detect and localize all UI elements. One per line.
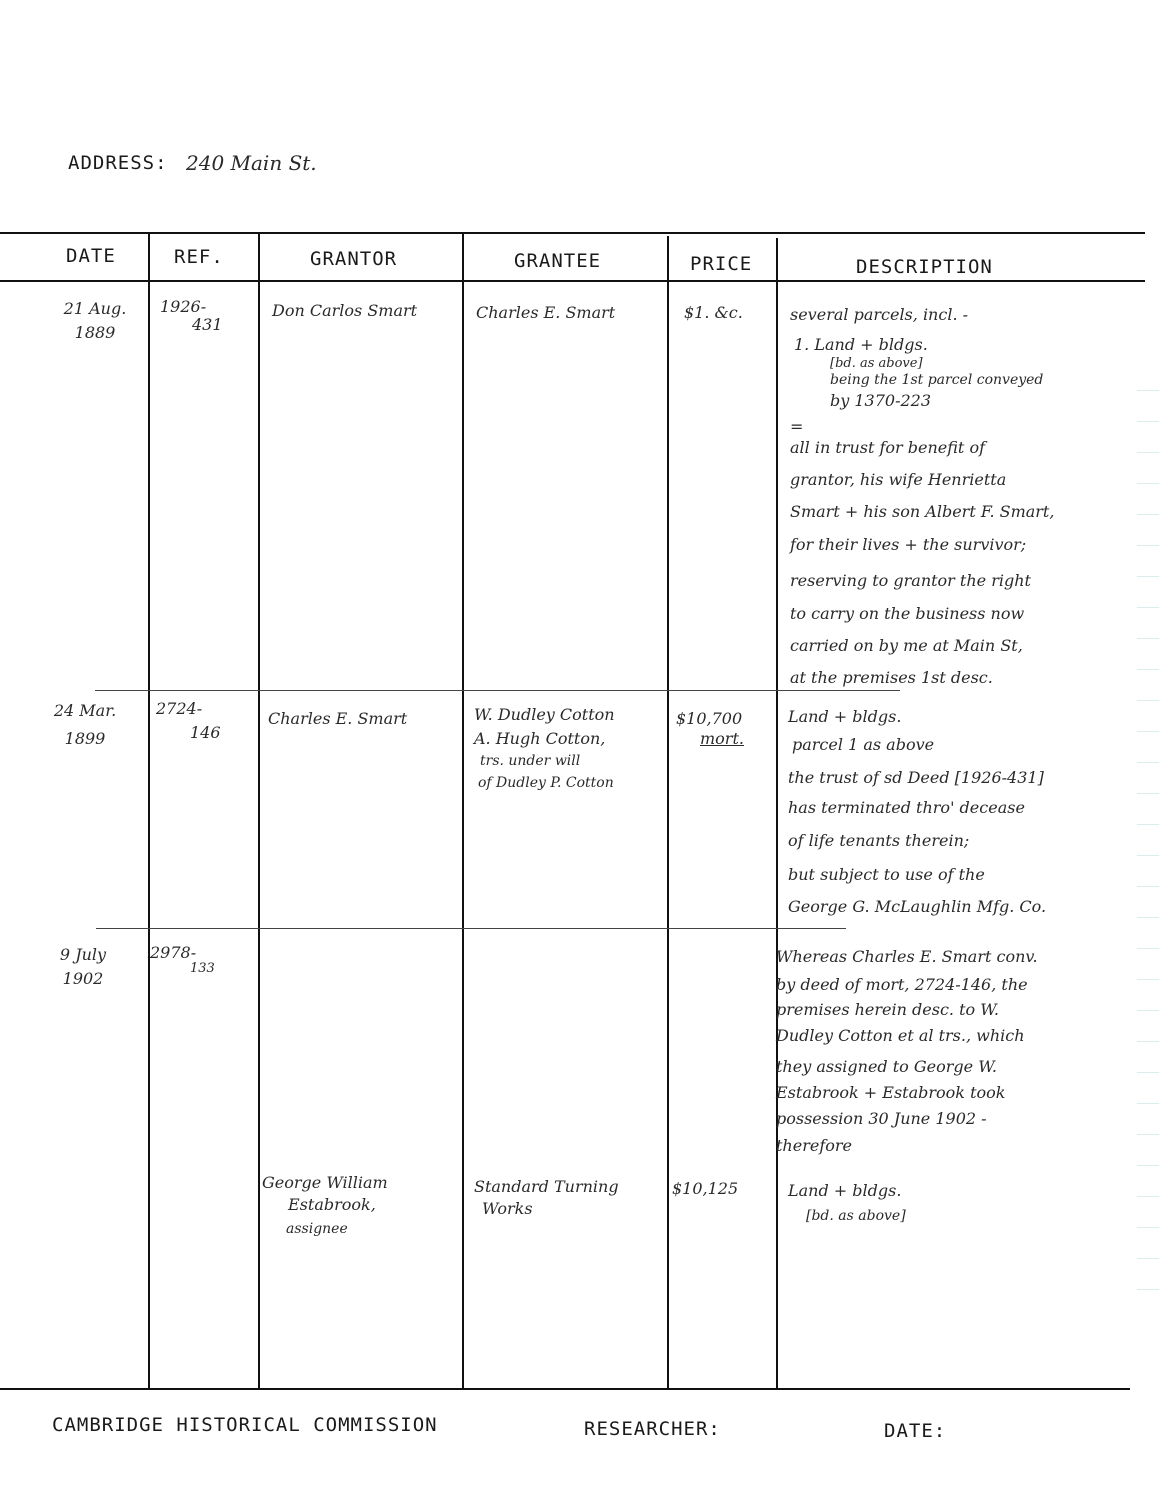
entry-2-desc-line: Land + bldgs. [788,707,902,726]
col-header-price: PRICE [690,253,753,275]
entry-4-grantee-line: Standard Turning [474,1177,619,1196]
footer-org: CAMBRIDGE HISTORICAL COMMISSION [52,1414,438,1436]
entry-3-desc-line: therefore [776,1135,852,1155]
entry-3-ref-book: 2978- [150,943,197,962]
entry-1-description [790,306,1140,688]
entry-1-desc-line: by 1370-223 [830,390,932,410]
entry-4-desc-line: Land + bldgs. [788,1181,902,1200]
entry-2-ref-page: 146 [190,723,221,743]
entry-2-desc-line: parcel 1 as above [792,735,935,755]
entry-4-description [788,1182,1128,1224]
entry-1-date [50,300,140,343]
entry-1-date-year: 1889 [74,323,116,343]
graph-paper-edge [1137,360,1159,1320]
entry-1-desc-line: all in trust for benefit of [790,437,985,457]
address-value: 240 Main St. [186,151,317,175]
entry-3-desc-line: they assigned to George W. [776,1056,997,1076]
entry-3-desc-line: Dudley Cotton et al trs., which [776,1026,1025,1046]
entry-4-desc-line: [bd. as above] [806,1208,906,1225]
entry-1-desc-line: grantor, his wife Henrietta [790,469,1007,489]
entry-1-grantor [272,302,457,320]
entry-3-date-day: 9 July [59,945,107,964]
entry-2-desc-line: of life tenants therein; [788,830,970,850]
entry-1-price-value: $1. &c. [684,303,743,322]
entry-1-grantee [476,304,661,322]
entry-2-grantee-line: trs. under will [480,752,581,769]
footer-date-label: DATE: [884,1420,947,1442]
entry-4-grantee [474,1178,664,1219]
entry-2-desc-line: but subject to use of the [788,864,985,884]
entry-4-grantee-line: Works [482,1199,533,1219]
entry-2-grantee-line: W. Dudley Cotton [474,705,615,724]
col-header-grantor: GRANTOR [310,248,398,270]
entry-3-date [38,946,128,989]
entry-1-desc-line: several parcels, incl. - [790,305,969,324]
col-header-date: DATE [66,245,116,267]
entry-2-price-note: mort. [700,729,744,749]
entry-3-desc-line: premises herein desc. to W. [776,999,999,1019]
table-bottom-rule [0,1388,1130,1390]
table-top-rule [0,232,1145,234]
col-divider-4 [667,236,669,1388]
header-bottom-rule [0,280,1145,282]
entry-3-ref [150,944,250,977]
entry-2-date [30,702,140,749]
entry-separator-2 [96,928,846,929]
entry-2-grantee [474,706,664,791]
entry-4-grantor-line: George William [262,1173,388,1192]
entry-2-ref-book: 2724- [156,699,203,718]
entry-2-grantor [268,710,458,728]
col-header-ref: REF. [174,246,224,268]
entry-3-desc-line: Estabrook + Estabrook took [776,1082,1006,1102]
entry-4-grantor-line: assignee [286,1220,348,1237]
col-divider-1 [148,232,150,1388]
entry-1-ref-book: 1926- [160,297,207,316]
entry-1-desc-line: Smart + his son Albert F. Smart, [790,502,1055,522]
entry-1-desc-line: for their lives + the survivor; [790,534,1027,554]
entry-3-desc-line: Whereas Charles E. Smart conv. [776,947,1038,966]
entry-2-grantor-name: Charles E. Smart [268,709,408,728]
address-label: ADDRESS: [68,152,168,174]
entry-4-price-value: $10,125 [672,1179,739,1198]
entry-2-price [676,710,776,749]
entry-1-desc-line: 1. Land + bldgs. [794,335,928,355]
col-header-grantee: GRANTEE [514,250,602,272]
entry-3-desc-line: by deed of mort, 2724-146, the [776,975,1028,995]
col-divider-3 [462,232,464,1388]
entry-3-description [776,948,1126,1155]
entry-1-desc-line: at the premises 1st desc. [790,668,993,688]
entry-1-desc-line: to carry on the business now [790,603,1025,623]
entry-1-desc-line: [bd. as above] [830,355,923,371]
col-divider-5 [776,238,778,1388]
entry-1-ref [160,298,250,335]
entry-4-price [672,1180,772,1198]
entry-2-ref [156,700,251,743]
entry-2-date-day: 24 Mar. [53,701,117,720]
entry-3-ref-page: 133 [190,961,215,977]
entry-1-desc-line: = [790,417,804,437]
entry-2-grantee-line: A. Hugh Cotton, [474,729,606,749]
entry-1-desc-line: being the 1st parcel conveyed [830,371,1044,388]
footer-researcher-label: RESEARCHER: [584,1418,721,1440]
entry-4-grantor-line: Estabrook, [288,1195,376,1215]
col-divider-2 [258,232,260,1388]
entry-1-ref-page: 431 [192,315,223,335]
entry-1-desc-line: reserving to grantor the right [790,571,1031,591]
entry-2-grantee-line: of Dudley P. Cotton [478,774,614,791]
entry-2-desc-line: has terminated thro' decease [788,798,1025,818]
entry-separator-1 [95,690,900,691]
entry-2-price-value: $10,700 [676,709,743,728]
entry-1-price [684,304,774,322]
entry-1-date-day: 21 Aug. [63,299,127,318]
entry-2-description [788,708,1138,917]
entry-3-desc-line: possession 30 June 1902 - [776,1109,987,1129]
entry-2-date-year: 1899 [64,729,106,749]
entry-1-desc-line: carried on by me at Main St, [790,635,1023,655]
entry-2-desc-line: the trust of sd Deed [1926-431] [788,767,1044,787]
col-header-description: DESCRIPTION [856,256,993,278]
entry-1-grantee-name: Charles E. Smart [476,303,616,322]
entry-2-desc-line: George G. McLaughlin Mfg. Co. [788,897,1047,917]
entry-1-grantor-name: Don Carlos Smart [272,301,418,320]
entry-3-date-year: 1902 [62,969,104,989]
entry-4-grantor [262,1174,457,1237]
